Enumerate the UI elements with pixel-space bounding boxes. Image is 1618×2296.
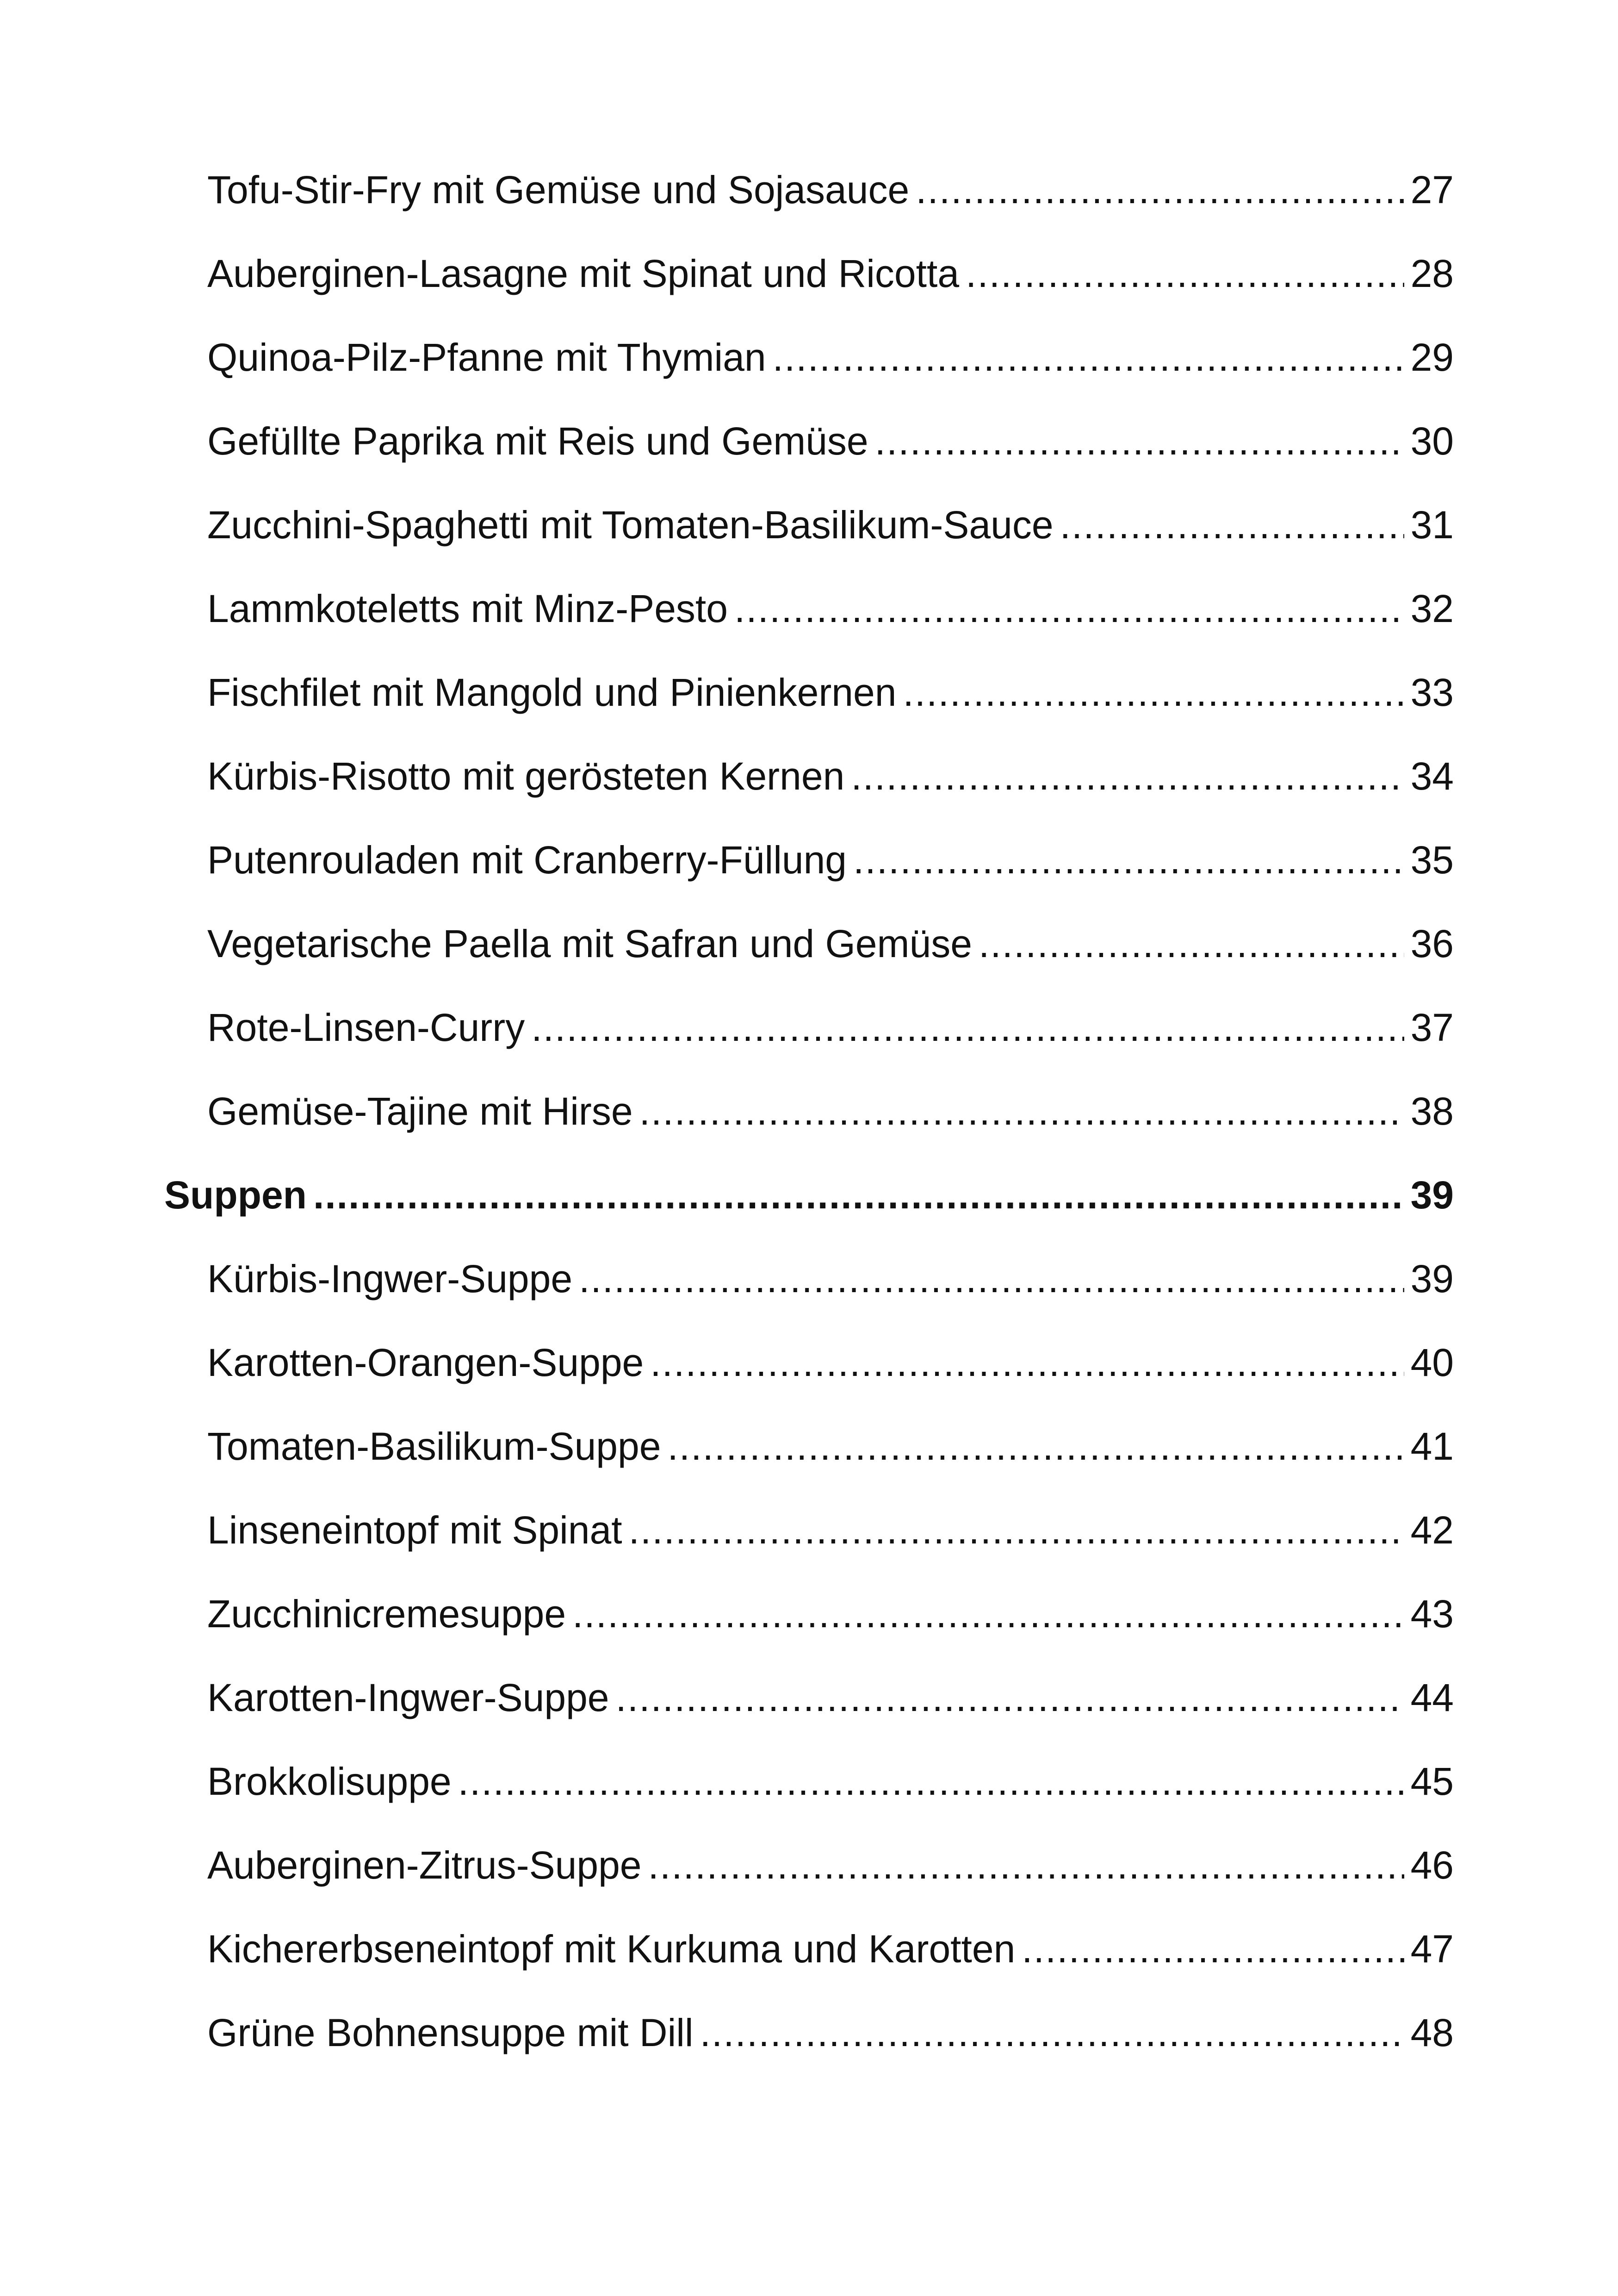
toc-entry-title: Auberginen-Lasagne mit Spinat und Ricotta	[207, 252, 960, 295]
toc-entry-page: 27	[1410, 168, 1454, 212]
toc-entry-page: 38	[1410, 1089, 1454, 1133]
toc-entry[interactable]	[207, 574, 1454, 643]
toc-entry-title: Kichererbseneintopf mit Kurkuma und Karotten	[207, 1927, 1016, 1971]
toc-entry-page: 43	[1410, 1592, 1454, 1636]
toc-entry-page: 48	[1410, 2011, 1454, 2054]
toc-entry-title: Kürbis-Ingwer-Suppe	[207, 1257, 573, 1300]
toc-entry-page: 40	[1410, 1341, 1454, 1384]
dot-leader	[700, 1998, 1404, 2067]
toc-entry-title: Kürbis-Risotto mit gerösteten Kernen	[207, 754, 845, 798]
toc-entry-page: 46	[1410, 1843, 1454, 1887]
toc-entry-title: Tofu-Stir-Fry mit Gemüse und Sojasauce	[207, 168, 910, 212]
toc-entry-page: 47	[1410, 1927, 1454, 1971]
toc-entry-page: 31	[1410, 503, 1454, 547]
toc-section-entry[interactable]	[164, 1160, 1454, 1230]
dot-leader	[875, 406, 1404, 476]
toc-entry[interactable]	[207, 993, 1454, 1062]
dot-leader	[650, 1328, 1404, 1397]
toc-entry-title: Grüne Bohnensuppe mit Dill	[207, 2011, 694, 2054]
toc-entry[interactable]	[207, 658, 1454, 727]
toc-entry-title: Gefüllte Paprika mit Reis und Gemüse	[207, 419, 868, 463]
dot-leader	[458, 1747, 1404, 1816]
toc-entry-page: 28	[1410, 252, 1454, 295]
toc-entry[interactable]	[207, 1244, 1454, 1313]
dot-leader	[979, 909, 1404, 978]
toc-entry[interactable]	[207, 825, 1454, 895]
toc-entry[interactable]	[207, 1495, 1454, 1565]
toc-entry[interactable]	[207, 1998, 1454, 2067]
dot-leader	[1060, 490, 1404, 560]
dot-leader	[313, 1160, 1404, 1230]
toc-entry-title: Rote-Linsen-Curry	[207, 1006, 525, 1049]
toc-entry[interactable]	[207, 239, 1454, 308]
toc-entry-page: 34	[1410, 754, 1454, 798]
toc-entry-title: Karotten-Ingwer-Suppe	[207, 1676, 609, 1719]
toc-entry-title: Zucchinicremesuppe	[207, 1592, 566, 1636]
toc-entry-page: 45	[1410, 1760, 1454, 1803]
dot-leader	[1022, 1914, 1404, 1984]
toc-entry-page: 37	[1410, 1006, 1454, 1049]
toc-entry[interactable]	[207, 1663, 1454, 1732]
dot-leader	[639, 1076, 1404, 1146]
toc-entry-title: Fischfilet mit Mangold und Pinienkernen	[207, 671, 897, 714]
dot-leader	[667, 1412, 1404, 1481]
toc-entry[interactable]	[207, 1830, 1454, 1900]
toc-entry-page: 39	[1410, 1257, 1454, 1300]
toc-entry-title: Putenrouladen mit Cranberry-Füllung	[207, 838, 847, 882]
dot-leader	[579, 1244, 1404, 1313]
toc-entry[interactable]	[207, 1747, 1454, 1816]
toc-entry-title: Karotten-Orangen-Suppe	[207, 1341, 644, 1384]
toc-entry-title: Lammkoteletts mit Minz-Pesto	[207, 587, 728, 630]
dot-leader	[773, 323, 1404, 392]
toc-section-page: 39	[1410, 1173, 1454, 1217]
toc-entry-page: 30	[1410, 419, 1454, 463]
toc-entry[interactable]	[207, 1914, 1454, 1984]
toc-entry-page: 44	[1410, 1676, 1454, 1719]
toc-entry-title: Gemüse-Tajine mit Hirse	[207, 1089, 633, 1133]
toc-entry-title: Zucchini-Spaghetti mit Tomaten-Basilikum-Sauce	[207, 503, 1054, 547]
toc-entry-page: 29	[1410, 336, 1454, 379]
dot-leader	[734, 574, 1404, 643]
dot-leader	[916, 155, 1404, 224]
toc-entry-page: 36	[1410, 922, 1454, 965]
toc-entry[interactable]	[207, 1328, 1454, 1397]
toc-entry-page: 41	[1410, 1425, 1454, 1468]
toc-entry[interactable]	[207, 1076, 1454, 1146]
dot-leader	[531, 993, 1404, 1062]
toc-entry-page: 35	[1410, 838, 1454, 882]
toc-entry[interactable]	[207, 741, 1454, 811]
toc-entry[interactable]	[207, 406, 1454, 476]
dot-leader	[966, 239, 1404, 308]
dot-leader	[572, 1579, 1404, 1649]
toc-entry-title: Tomaten-Basilikum-Suppe	[207, 1425, 661, 1468]
dot-leader	[851, 741, 1404, 811]
toc-entry-title: Linseneintopf mit Spinat	[207, 1508, 622, 1552]
toc-entry-title: Brokkolisuppe	[207, 1760, 452, 1803]
toc-entry[interactable]	[207, 1579, 1454, 1649]
toc-entry-title: Auberginen-Zitrus-Suppe	[207, 1843, 642, 1887]
toc-entry[interactable]	[207, 155, 1454, 224]
dot-leader	[616, 1663, 1404, 1732]
toc-entry[interactable]	[207, 490, 1454, 560]
toc-section-title: Suppen	[164, 1173, 307, 1217]
dot-leader	[853, 825, 1404, 895]
toc-entry-title: Vegetarische Paella mit Safran und Gemüse	[207, 922, 972, 965]
toc-entry-title: Quinoa-Pilz-Pfanne mit Thymian	[207, 336, 766, 379]
toc-entry[interactable]	[207, 323, 1454, 392]
toc-entry[interactable]	[207, 1412, 1454, 1481]
toc-entry-page: 42	[1410, 1508, 1454, 1552]
toc-entry-page: 33	[1410, 671, 1454, 714]
toc-entry-page: 32	[1410, 587, 1454, 630]
dot-leader	[648, 1830, 1404, 1900]
toc-entry[interactable]	[207, 909, 1454, 978]
dot-leader	[629, 1495, 1404, 1565]
dot-leader	[903, 658, 1404, 727]
